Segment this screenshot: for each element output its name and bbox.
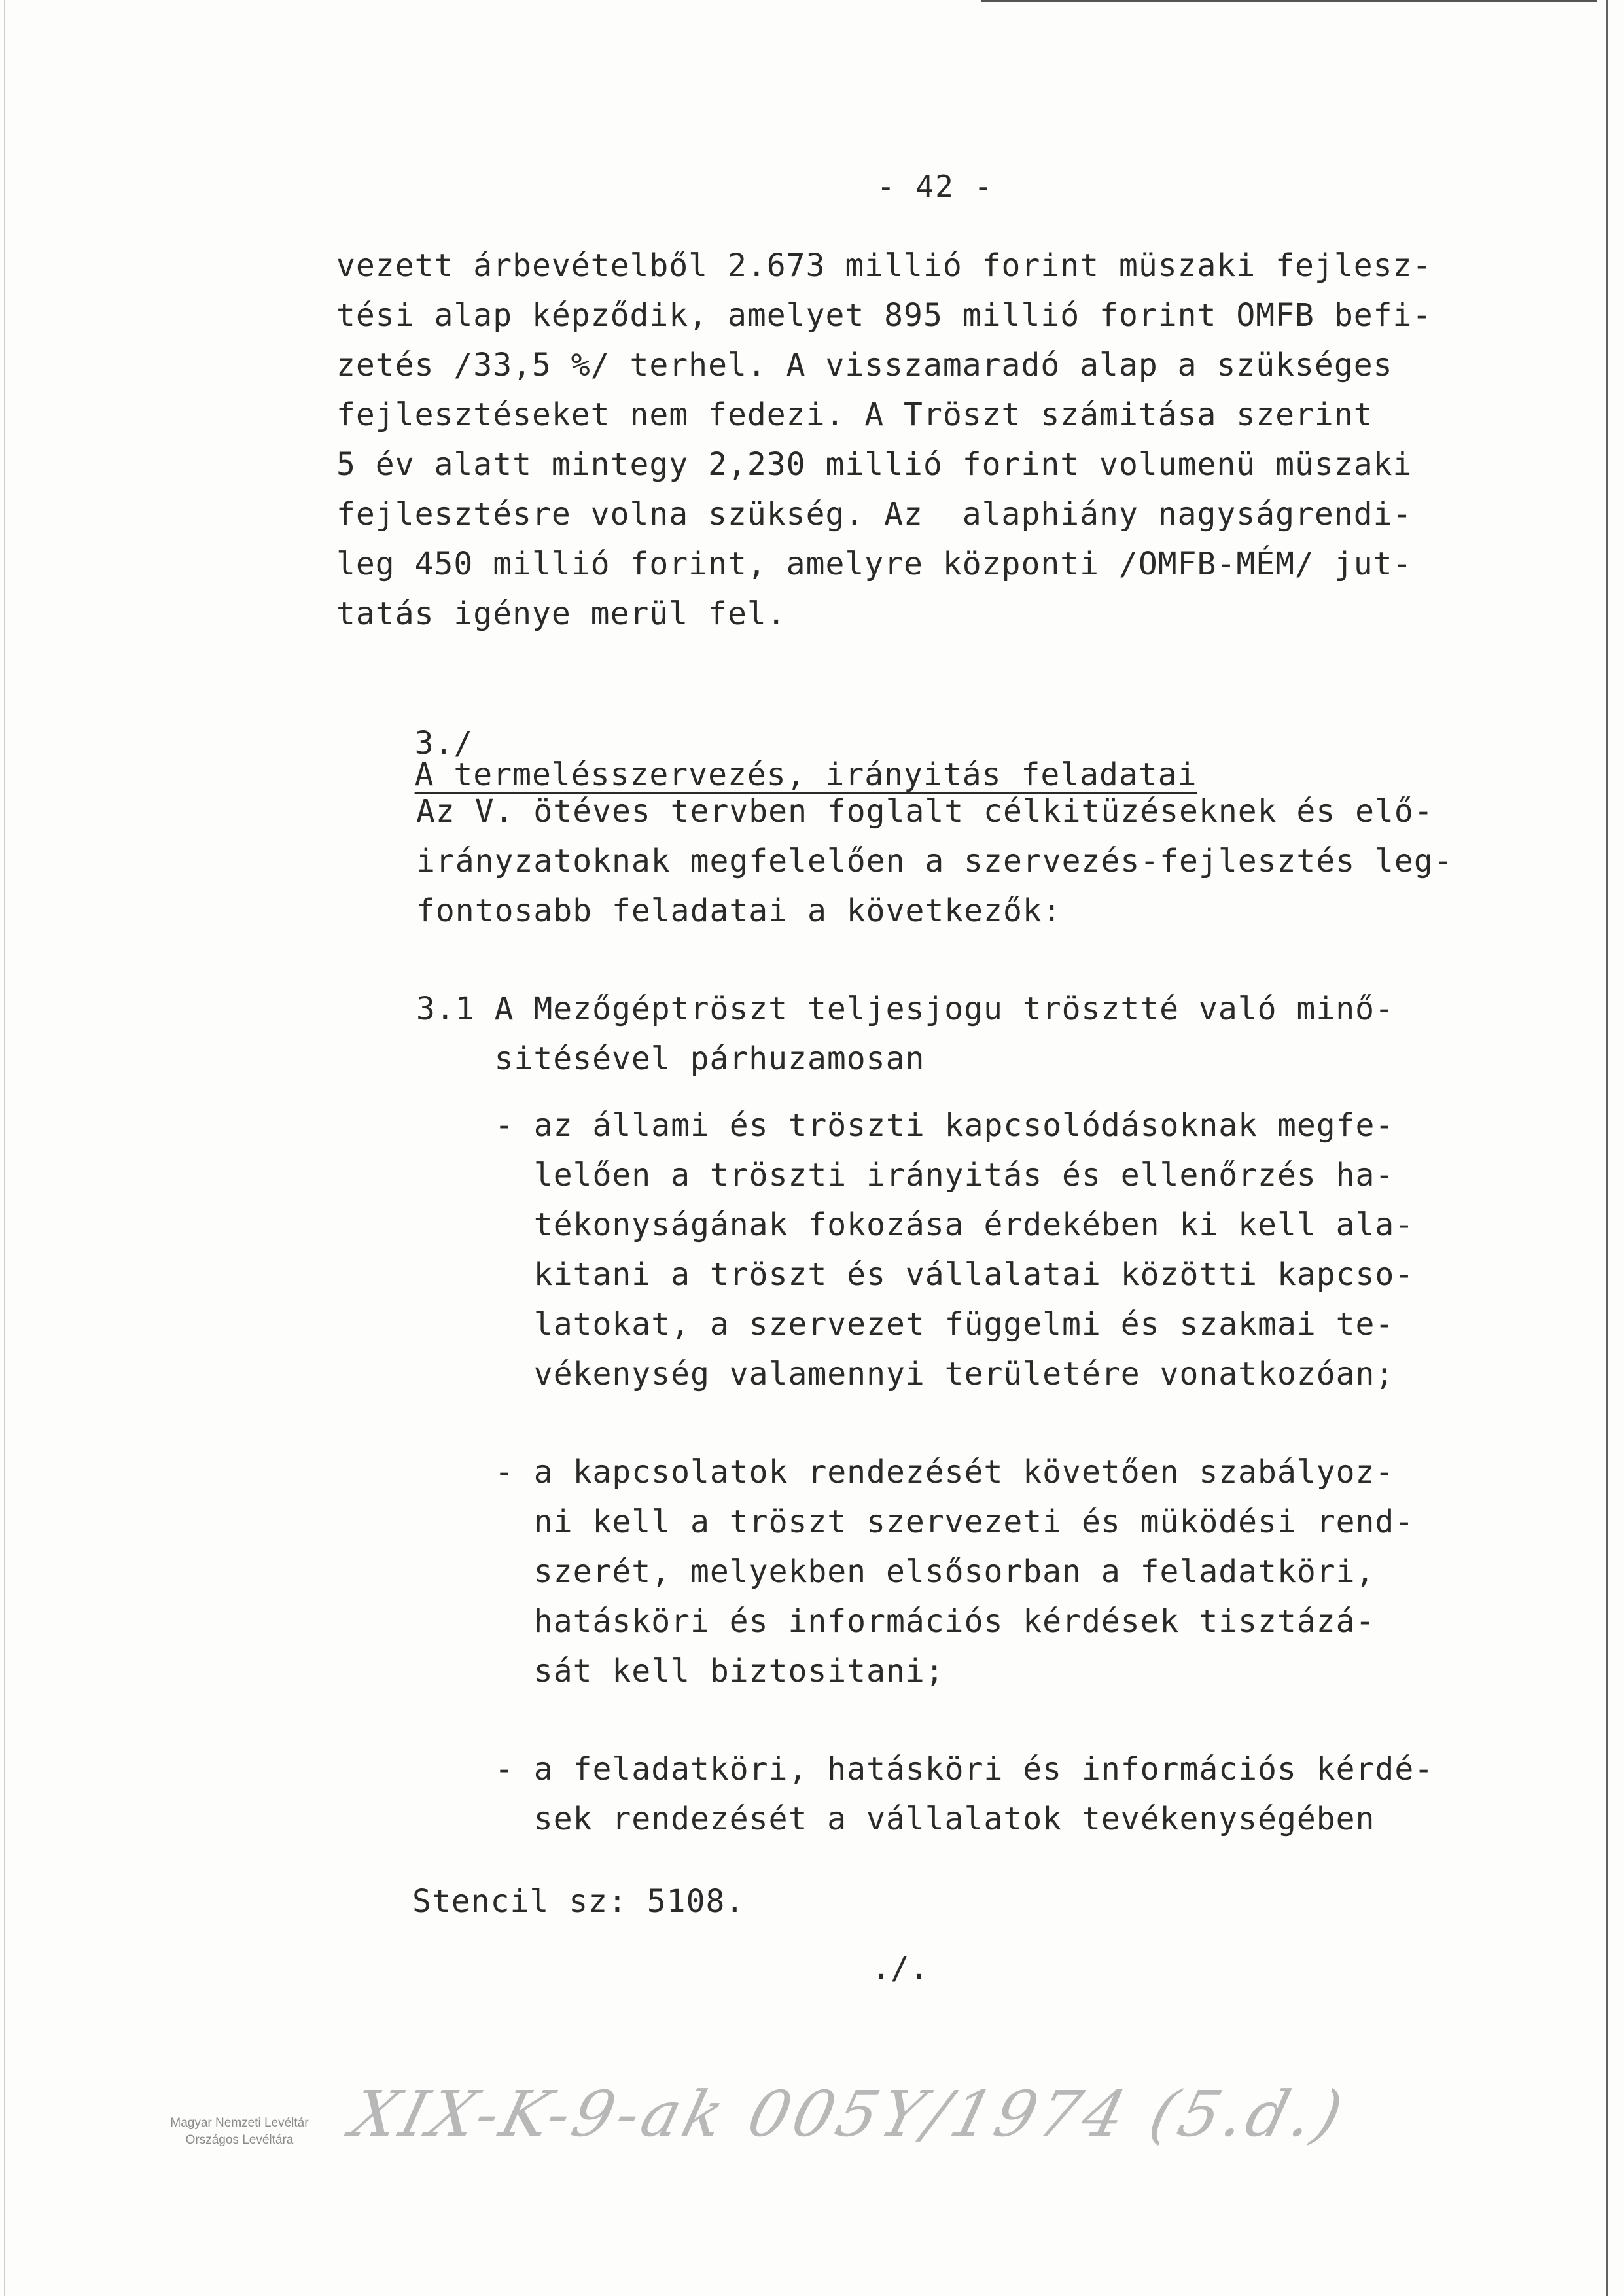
bullet-line: latokat, a szervezet függelmi és szakmai te-: [495, 1306, 1395, 1343]
bullet-line: vékenység valamennyi területére vonatkozóan;: [495, 1356, 1395, 1392]
archive-reference-handwriting: XIX-K-9-ak 005Y/1974 (5.d.): [344, 2077, 1354, 2151]
bullet-line: lelően a tröszti irányitás és ellenőrzés ha-: [495, 1157, 1395, 1193]
body-line: tatás igénye merül fel.: [336, 595, 786, 632]
continuation-mark: ./.: [872, 1950, 928, 1987]
bullet-line: sát kell biztositani;: [495, 1653, 945, 1689]
stencil-number: Stencil sz: 5108.: [412, 1883, 745, 1920]
body-line: fejlesztésre volna szükség. Az alaphiány nagyságrendi-: [336, 496, 1413, 533]
bullet-line: ni kell a tröszt szervezeti és müködési rend-: [495, 1504, 1415, 1540]
bullet-line: kitani a tröszt és vállalatai közötti kapcso-: [495, 1256, 1415, 1293]
subsection-line: sitésével párhuzamosan: [416, 1040, 925, 1077]
subsection-line: 3.1 A Mezőgéptröszt teljesjogu trösztté való minő-: [416, 991, 1394, 1027]
section-number: 3./: [414, 725, 474, 762]
bullet-line: hatásköri és információs kérdések tisztázá-: [495, 1603, 1375, 1640]
archive-stamp-line: Országos Levéltára: [185, 2132, 294, 2147]
intro-line: irányzatoknak megfelelően a szervezés-fejlesztés leg-: [416, 843, 1453, 879]
intro-line: fontosabb feladatai a következők:: [416, 892, 1062, 929]
body-line: leg 450 millió forint, amelyre központi /OMFB-MÉM/ jut-: [336, 546, 1413, 582]
body-line: vezett árbevételből 2.673 millió forint müszaki fejlesz-: [336, 247, 1432, 284]
body-line: fejlesztéseket nem fedezi. A Tröszt számitása szerint: [336, 397, 1373, 433]
body-line: tési alap képződik, amelyet 895 millió forint OMFB befi-: [336, 297, 1432, 334]
bullet-line: tékonyságának fokozása érdekében ki kell ala-: [495, 1207, 1415, 1243]
bullet-line: szerét, melyekben elsősorban a feladatköri,: [495, 1553, 1375, 1590]
body-line: 5 év alatt mintegy 2,230 millió forint volumenü müszaki: [336, 446, 1413, 483]
bullet-line: sek rendezését a vállalatok tevékenységében: [495, 1801, 1375, 1837]
archive-stamp-line: Magyar Nemzeti Levéltár: [170, 2116, 309, 2130]
bullet-line: - a feladatköri, hatásköri és információs kérdé-: [495, 1751, 1434, 1788]
section-title: A termelésszervezés, irányitás feladatai: [414, 756, 1197, 793]
page-right-edge: [1606, 0, 1608, 2296]
page-number: - 42 -: [877, 169, 994, 204]
body-line: zetés /33,5 %/ terhel. A visszamaradó alap a szükséges: [336, 347, 1393, 383]
bullet-line: - a kapcsolatok rendezését követően szabályoz-: [495, 1454, 1395, 1491]
intro-line: Az V. ötéves tervben foglalt célkitüzéseknek és elő-: [416, 793, 1434, 830]
page-top-edge: [981, 0, 1597, 2]
archive-stamp: [128, 2115, 351, 2148]
bullet-line: - az állami és tröszti kapcsolódásoknak megfe-: [495, 1107, 1395, 1144]
page-left-edge: [4, 0, 5, 2296]
